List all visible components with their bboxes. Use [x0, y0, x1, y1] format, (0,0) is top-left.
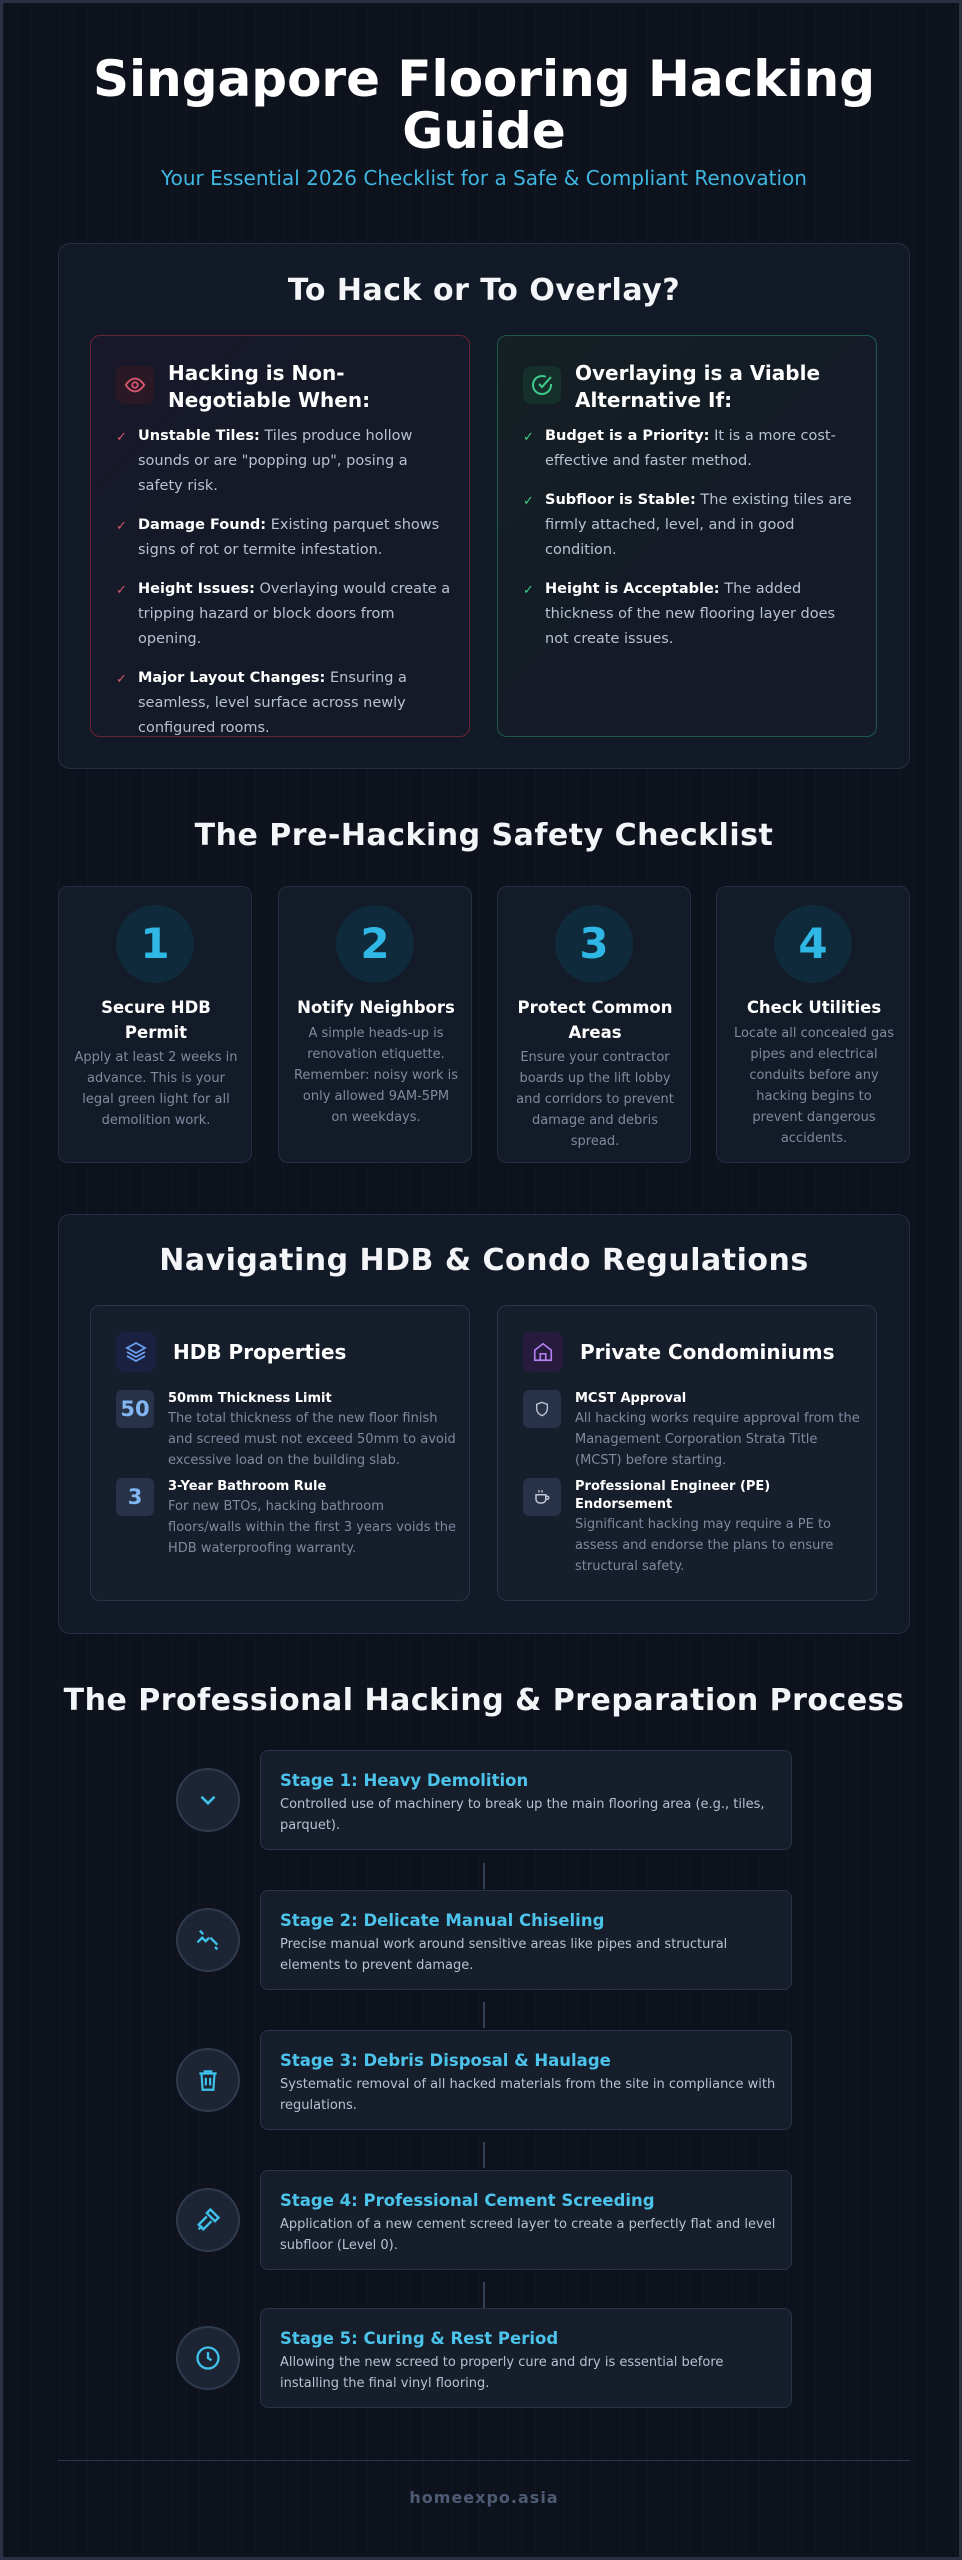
- item-label: Height is Acceptable:: [545, 581, 720, 597]
- step-desc: Locate all concealed gas pipes and electrical conduits before any hacking begins to prevent dangerous accidents.: [733, 1026, 895, 1146]
- item-label: Budget is a Priority:: [545, 428, 710, 444]
- stage-title: Stage 4: Professional Cement Screeding: [280, 2191, 655, 2210]
- list-item: [116, 577, 456, 652]
- chisel-icon: [176, 1908, 240, 1972]
- stage-desc: Application of a new cement screed layer to create a perfectly flat and level subfloor (Level 0).: [280, 2217, 776, 2253]
- process-stage: [260, 2030, 792, 2130]
- stage-desc: Allowing the new screed to properly cure and dry is essential before installing the final vinyl flooring.: [280, 2355, 724, 2391]
- list-item: [523, 488, 863, 563]
- process-stage: [260, 2170, 792, 2270]
- hdb-title: HDB Properties: [173, 1340, 347, 1364]
- list-item: [116, 666, 456, 741]
- chevron-down-icon: [176, 1768, 240, 1832]
- check-icon: ✓: [523, 494, 534, 509]
- stage-desc: Controlled use of machinery to break up the main flooring area (e.g., tiles, parquet).: [280, 1797, 765, 1833]
- rule-title: 50mm Thickness Limit: [168, 1391, 332, 1406]
- check-circle-icon: [523, 366, 561, 404]
- regulations-heading: Navigating HDB & Condo Regulations: [159, 1243, 809, 1278]
- step-desc: Apply at least 2 weeks in advance. This is your legal green light for all demolition work.: [74, 1050, 238, 1128]
- item-text: Ensuring a seamless, level surface across newly configured rooms.: [138, 670, 407, 736]
- check-icon: ✓: [116, 672, 127, 687]
- page-title: Singapore Flooring Hacking Guide: [93, 50, 875, 160]
- checklist-step: [58, 886, 252, 1163]
- step-number: 2: [336, 905, 414, 983]
- item-text: The added thickness of the new flooring layer does not create issues.: [545, 581, 836, 647]
- hack-or-overlay-heading: To Hack or To Overlay?: [287, 273, 681, 308]
- rule-title: MCST Approval: [575, 1391, 687, 1406]
- rule-desc: Significant hacking may require a PE to assess and endorse the plans to ensure structural safety.: [575, 1517, 834, 1574]
- item-text: Tiles produce hollow sounds or are "popping up", posing a safety risk.: [138, 428, 413, 494]
- footer-divider: [58, 2460, 910, 2461]
- step-desc: Ensure your contractor boards up the lift lobby and corridors to prevent damage and debris spread.: [516, 1050, 674, 1149]
- rule-title: Professional Engineer (PE) Endorsement: [575, 1479, 771, 1512]
- stage-connector: [483, 1863, 485, 1889]
- check-icon: ✓: [116, 430, 127, 445]
- stage-connector: [483, 2142, 485, 2168]
- item-text: Overlaying would create a tripping hazard or block doors from opening.: [138, 581, 451, 647]
- trowel-icon: [176, 2188, 240, 2252]
- clock-icon: [176, 2326, 240, 2390]
- condo-title: Private Condominiums: [580, 1340, 835, 1364]
- stage-connector: [483, 2002, 485, 2028]
- checklist-step: [278, 886, 472, 1163]
- rule-badge: 3: [116, 1478, 154, 1516]
- item-label: Height Issues:: [138, 581, 255, 597]
- stage-desc: Precise manual work around sensitive areas like pipes and structural elements to prevent damage.: [280, 1937, 728, 1973]
- step-title: Notify Neighbors: [297, 998, 455, 1017]
- hacking-card: [90, 335, 470, 737]
- process-stage: [260, 2308, 792, 2408]
- item-label: Subfloor is Stable:: [545, 492, 696, 508]
- checklist-step: [497, 886, 691, 1163]
- checklist-step: [716, 886, 910, 1163]
- item-text: The existing tiles are firmly attached, level, and in good condition.: [545, 492, 852, 558]
- hacking-list: [116, 424, 456, 755]
- stage-connector: [483, 2282, 485, 2308]
- step-number: 1: [116, 905, 194, 983]
- step-number: 3: [555, 905, 633, 983]
- stage-title: Stage 1: Heavy Demolition: [280, 1771, 529, 1790]
- stage-title: Stage 3: Debris Disposal & Haulage: [280, 2051, 611, 2070]
- rule-desc: For new BTOs, hacking bathroom floors/walls within the first 3 years voids the HDB waterproofing warranty.: [168, 1499, 456, 1556]
- overlay-card: [497, 335, 877, 737]
- hdb-card: [90, 1305, 470, 1601]
- item-label: Major Layout Changes:: [138, 670, 326, 686]
- shield-icon: [523, 1390, 561, 1428]
- condo-card: [497, 1305, 877, 1601]
- stage-desc: Systematic removal of all hacked materials from the site in compliance with regulations.: [280, 2077, 776, 2113]
- trash-icon: [176, 2048, 240, 2112]
- stage-title: Stage 2: Delicate Manual Chiseling: [280, 1911, 605, 1930]
- check-icon: ✓: [523, 430, 534, 445]
- stage-title: Stage 5: Curing & Rest Period: [280, 2329, 559, 2348]
- process-heading: The Professional Hacking & Preparation Process: [63, 1683, 905, 1718]
- coffee-cup-icon: [523, 1478, 561, 1516]
- check-icon: ✓: [523, 583, 534, 598]
- rule-title: 3-Year Bathroom Rule: [168, 1479, 327, 1494]
- list-item: [116, 513, 456, 563]
- step-number: 4: [774, 905, 852, 983]
- checklist-heading: The Pre-Hacking Safety Checklist: [194, 818, 774, 853]
- list-item: [116, 424, 456, 499]
- step-title: Check Utilities: [746, 998, 882, 1017]
- page-subtitle: Your Essential 2026 Checklist for a Safe & Compliant Renovation: [161, 166, 807, 190]
- step-desc: A simple heads-up is renovation etiquette. Remember: noisy work is only allowed 9AM-5PM on weekdays.: [293, 1026, 459, 1125]
- step-title: Protect Common Areas: [517, 998, 673, 1042]
- house-icon: [523, 1332, 563, 1372]
- overlay-card-title: Overlaying is a Viable Alternative If:: [575, 361, 821, 412]
- rule-desc: The total thickness of the new floor finish and screed must not exceed 50mm to avoid excessive load on the building slab.: [168, 1411, 456, 1468]
- eye-target-icon: [116, 366, 154, 404]
- rule-desc: All hacking works require approval from the Management Corporation Strata Title (MCST) before starting.: [575, 1411, 860, 1468]
- item-text: Existing parquet shows signs of rot or termite infestation.: [138, 517, 440, 558]
- process-stage: [260, 1890, 792, 1990]
- check-icon: ✓: [116, 519, 127, 534]
- layers-icon: [116, 1332, 156, 1372]
- list-item: [523, 577, 863, 652]
- overlay-list: [523, 424, 863, 666]
- item-label: Unstable Tiles:: [138, 428, 260, 444]
- check-icon: ✓: [116, 583, 127, 598]
- hacking-card-title: Hacking is Non-Negotiable When:: [168, 361, 371, 412]
- process-stage: [260, 1750, 792, 1850]
- item-label: Damage Found:: [138, 517, 267, 533]
- footer-brand[interactable]: homeexpo.asia: [409, 2488, 559, 2507]
- list-item: [523, 424, 863, 474]
- rule-badge: 50: [116, 1390, 154, 1428]
- step-title: Secure HDB Permit: [101, 998, 211, 1042]
- item-text: It is a more cost-effective and faster method.: [545, 428, 836, 469]
